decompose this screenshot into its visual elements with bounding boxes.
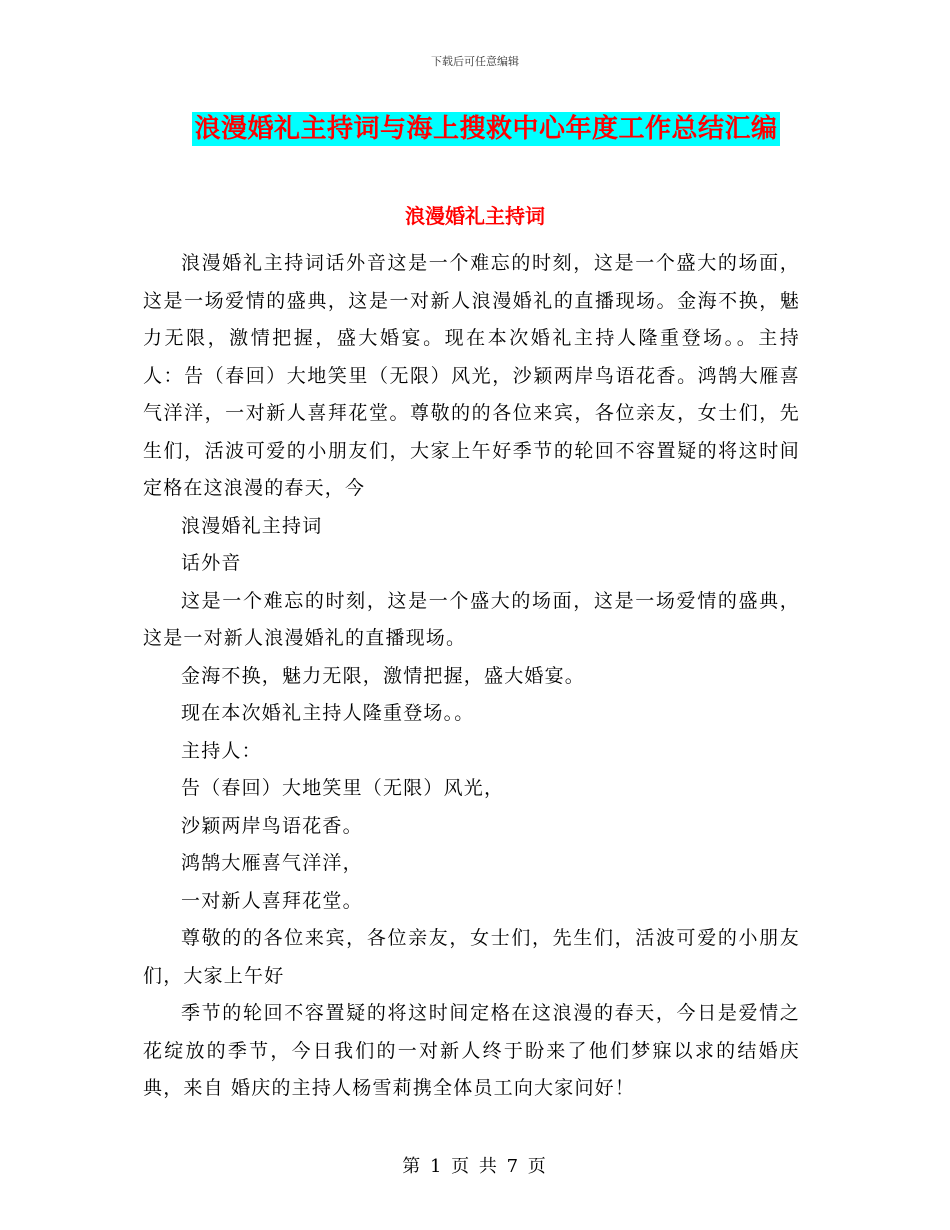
paragraph: 尊敬的的各位来宾，各位亲友，女士们，先生们，活波可爱的小朋友们，大家上午好 xyxy=(143,927,800,987)
paragraph: 金海不换，魅力无限，激情把握，盛大婚宴。 xyxy=(181,664,586,687)
paragraph: 一对新人喜拜花堂。 xyxy=(181,889,363,912)
paragraph: 主持人： xyxy=(181,739,262,762)
paragraph: 季节的轮回不容置疑的将这时间定格在这浪漫的春天，今日是爱情之花绽放的季节，今日我们的一对新人终于盼来了他们梦寐以求的结婚庆典，来自 婚庆的主持人杨雪莉携全体员工向大家问好！ xyxy=(143,1002,800,1099)
paragraph: 话外音 xyxy=(181,552,242,574)
paragraph: 浪漫婚礼主持词 xyxy=(181,514,323,537)
header-note: 下载后可任意编辑 xyxy=(431,55,519,68)
paragraph: 沙颖两岸鸟语花香。 xyxy=(181,814,363,837)
section-title: 浪漫婚礼主持词 xyxy=(405,204,545,228)
document-title-container xyxy=(0,112,950,146)
paragraph: 现在本次婚礼主持人隆重登场。。 xyxy=(181,702,475,724)
paragraph: 告（春回）大地笑里（无限）风光， xyxy=(181,777,505,799)
paragraph: 这是一个难忘的时刻，这是一个盛大的场面，这是一场爱情的盛典，这是一对新人浪漫婚礼的直播现场。 xyxy=(143,589,800,649)
paragraph: 浪漫婚礼主持词话外音这是一个难忘的时刻，这是一个盛大的场面，这是一场爱情的盛典，这是一对新人浪漫婚礼的直播现场。金海不换，魅力无限，激情把握，盛大婚宴。现在本次婚礼主持人隆重登场。。主持人：告（春回）大地笑里（无限）风光，沙颖两岸鸟语花香。鸿鹄大雁喜气洋洋，一对新人喜拜花堂。尊敬的的各位来宾，各位亲友，女士们，先生们，活波可爱的小朋友们，大家上午好季节的轮回不容置疑的将这时间定格在这浪漫的春天，今 xyxy=(143,252,800,499)
page-footer: 第 1 页 共 7 页 xyxy=(402,1156,548,1177)
paragraph: 鸿鹄大雁喜气洋洋， xyxy=(181,852,363,874)
document-title: 浪漫婚礼主持词与海上搜救中心年度工作总结汇编 xyxy=(194,114,778,144)
document-body xyxy=(143,245,800,1108)
